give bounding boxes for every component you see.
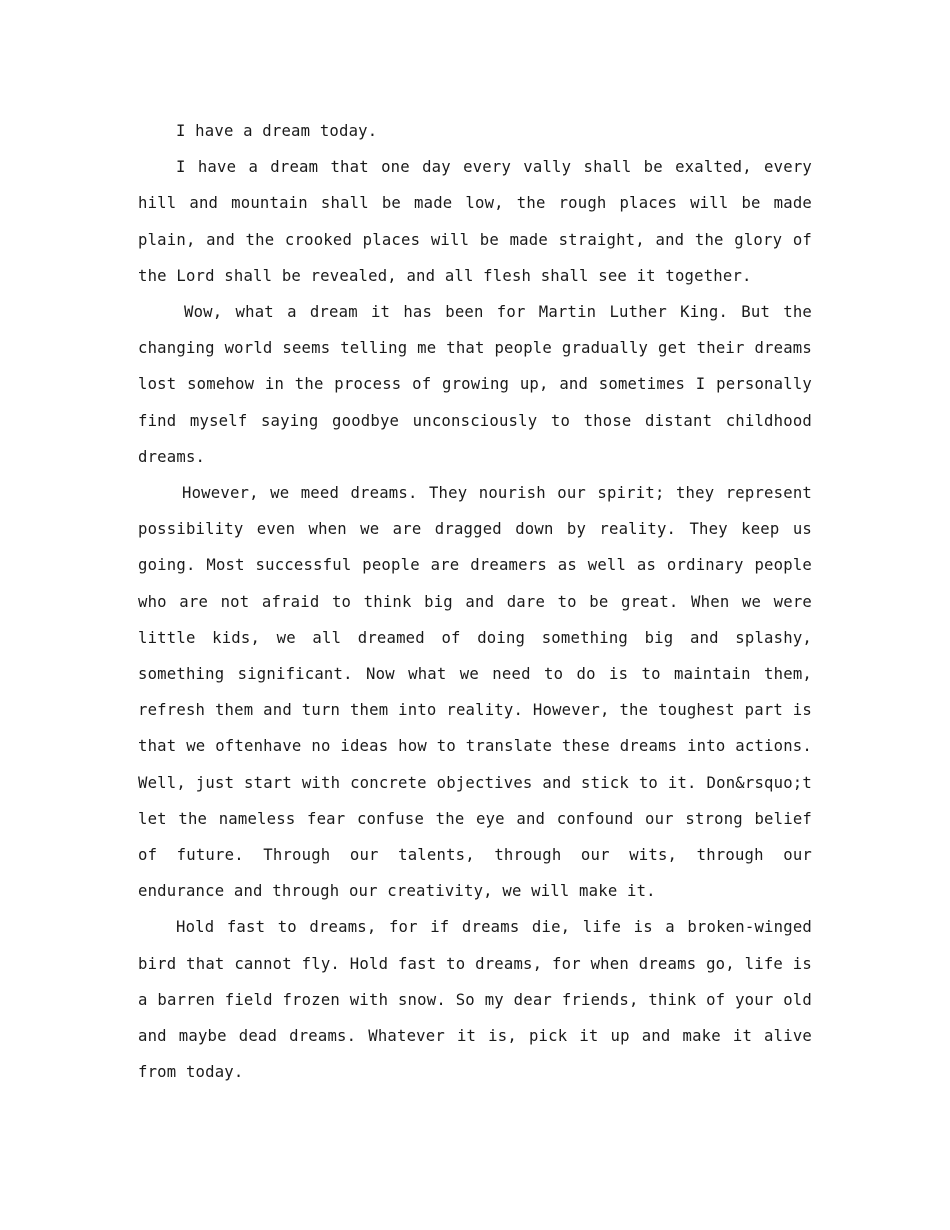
paragraph-3: Wow, what a dream it has been for Martin Luther King. But the changing world seems telling me that people gradually get their dreams lost somehow in the process of growing up, and sometimes I personally find myself saying goodbye unconsciously to those distant childhood dreams. [138,303,812,466]
paragraph-4: However, we meed dreams. They nourish our spirit; they represent possibility even when we are dragged down by reality. They keep us going. Most successful people are dreamers as well as ordinary people who are not afraid to think big and dare to be great. When we were little kids, we all dreamed of doing something big and splashy, something significant. Now what we need to do is to maintain them, refresh them and turn them into reality. However, the toughest part is that we oftenhave no ideas how to translate these dreams into actions. Well, just start with concrete objectives and stick to it. Don&rsquo;t let the nameless fear confuse the eye and confound our strong belief of future. Through our talents, through our wits, through our endurance and through our creativity, we will make it. [138,484,812,901]
paragraph-1: I have a dream today. [176,122,378,140]
document-body [138,113,812,1090]
paragraph-2: I have a dream that one day every vally shall be exalted, every hill and mountain shall be made low, the rough places will be made plain, and the crooked places will be made straight, and the glory of the Lord shall be revealed, and all flesh shall see it together. [138,158,812,285]
paragraph-5: Hold fast to dreams, for if dreams die, life is a broken-winged bird that cannot fly. Hold fast to dreams, for when dreams go, life is a barren field frozen with snow. So my dear friends, think of your old and maybe dead dreams. Whatever it is, pick it up and make it alive from today. [138,918,812,1082]
